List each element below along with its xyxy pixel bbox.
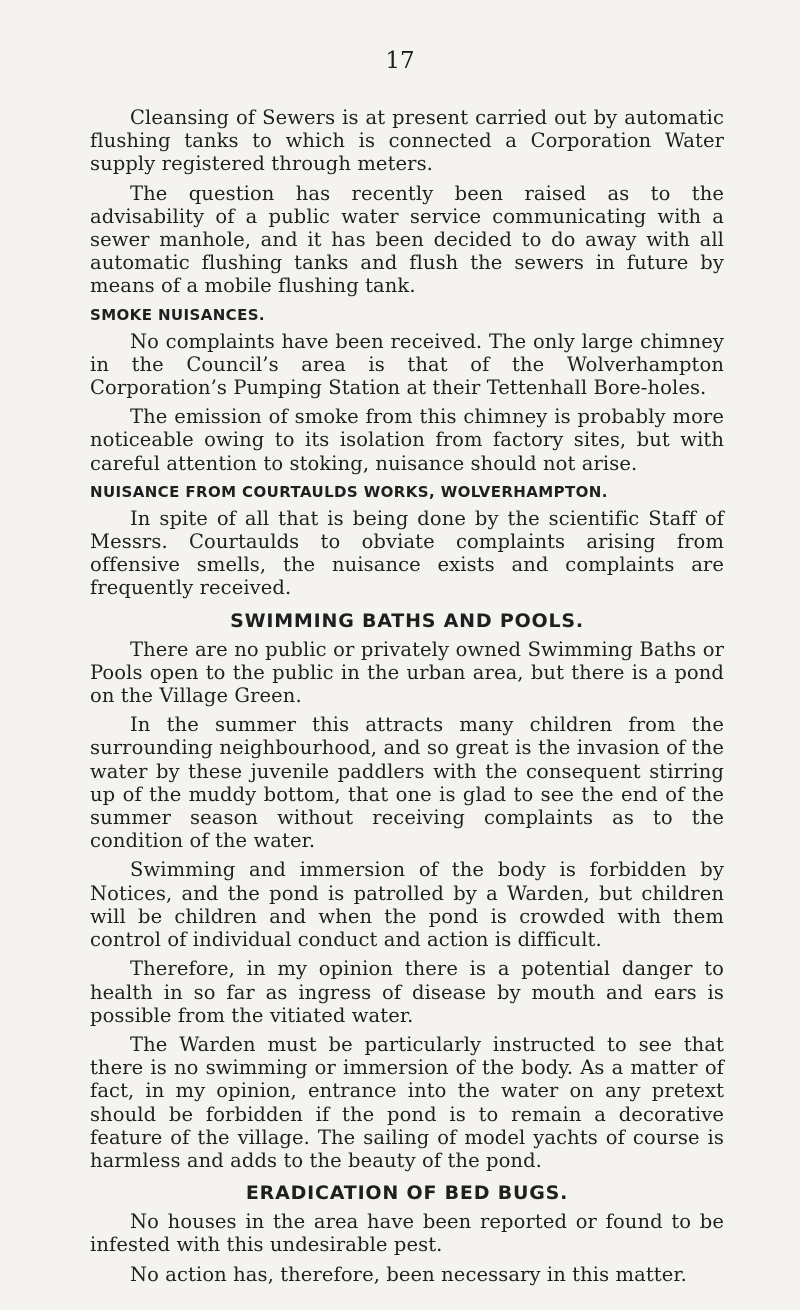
paragraph: There are no public or privately owned Swimming Baths or Pools open to the public in the urban area, but there is a pond on the Village Green. [90, 637, 724, 708]
paragraph: Therefore, in my opinion there is a potential danger to health in so far as ingress of disease by mouth and ears is possible from the vitiated water. [90, 957, 724, 1027]
paragraph: No complaints have been received. The only large chimney in the Council’s area is that of the Wolverhampton Corporation’s Pumping Station at their Tettenhall Bore-holes. [90, 329, 724, 400]
paragraph: The question has recently been raised as to the advisability of a public water service communicating with a sewer manhole, and it has been decided to do away with all automatic flushing tanks and flush the sewers in future by means of a mobile flushing tank. [90, 181, 724, 298]
section-heading-smoke: SMOKE NUISANCES. [90, 305, 266, 324]
paragraph: No action has, therefore, been necessary in this matter. [130, 1262, 687, 1286]
paragraph: Swimming and immersion of the body is forbidden by Notices, and the pond is patrolled by a Warden, but children will be children and when the pond is crowded with them control of individual conduct and action is difficult. [90, 858, 724, 952]
paragraph: Cleansing of Sewers is at present carried out by automatic flushing tanks to which is connected a Corporation Water supply registered through meters. [90, 106, 724, 176]
section-heading-bedbugs: ERADICATION OF BED BUGS. [245, 1182, 569, 1205]
page-content [90, 106, 724, 1292]
paragraph: The emission of smoke from this chimney is probably more noticeable owing to its isolation from factory sites, but with careful attention to stoking, nuisance should not arise. [90, 405, 724, 475]
paragraph: In spite of all that is being done by the scientific Staff of Messrs. Courtaulds to obviate complaints arising from offensive smells, the nuisance exists and complaints are frequently received. [90, 506, 724, 600]
section-heading-courtaulds: NUISANCE FROM COURTAULDS WORKS, WOLVERHAMPTON. [90, 482, 608, 501]
paragraph: No houses in the area have been reported or found to be infested with this undesirable pest. [90, 1210, 724, 1257]
paragraph: In the summer this attracts many children from the surrounding neighbourhood, and so great is the invasion of the water by these juvenile paddlers with the consequent stirring up of the muddy bottom, that one is glad to see the end of the summer season without receiving complaints as to the condition of the water. [90, 713, 724, 853]
paragraph: The Warden must be particularly instructed to see that there is no swimming or immersion of the body. As a matter of fact, in my opinion, entrance into the water on any pretext should be forbidden if the pond is to remain a decorative feature of the village. The sailing of model yachts of course is harmless and adds to the beauty of the pond. [90, 1032, 724, 1172]
page-number: 17 [385, 48, 415, 74]
section-heading-swimming: SWIMMING BATHS AND POOLS. [230, 609, 584, 632]
